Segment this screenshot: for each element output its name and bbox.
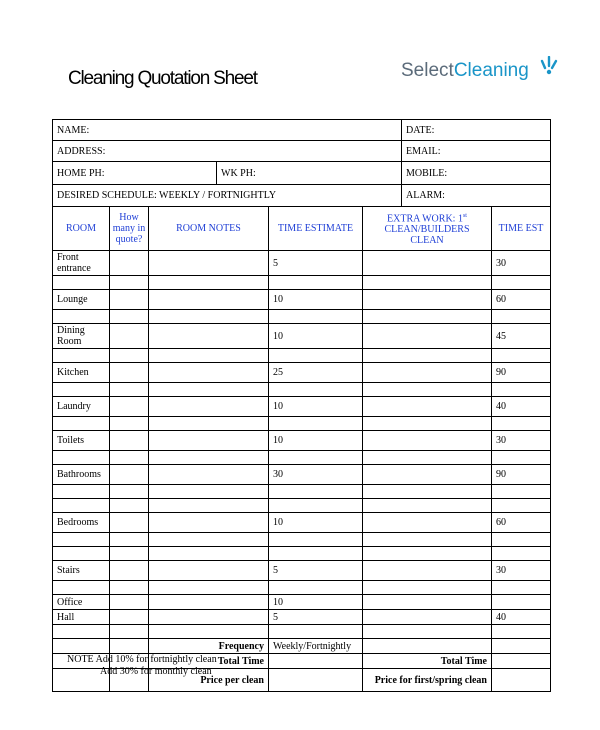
room-notes-cell[interactable] [149,431,269,451]
room-notes-cell[interactable] [149,499,269,513]
extra-work-sup: st [462,212,467,219]
footer-empty [53,639,110,654]
room-cell[interactable]: Office [53,595,110,610]
time-est-cell[interactable]: 30 [492,431,551,451]
logo-text-select: Select [401,60,454,81]
time-est-cell[interactable]: 90 [492,363,551,383]
total-time-label: Total Time [149,654,269,669]
extra-work-cell[interactable] [363,581,492,595]
table-row [53,581,551,595]
table-row [53,561,551,581]
footer-empty [110,639,149,654]
how-many-cell[interactable] [110,595,149,610]
room-notes-cell[interactable] [149,581,269,595]
time-estimate-cell[interactable]: 5 [269,251,363,276]
customer-info-table [52,119,551,207]
how-many-cell[interactable] [110,417,149,431]
note-line-1: NOTE Add 10% for fortnightly clean [67,654,217,665]
time-estimate-cell[interactable] [269,547,363,561]
time-estimate-cell[interactable]: 10 [269,290,363,310]
room-cell[interactable] [53,499,110,513]
time-est-cell[interactable]: 60 [492,290,551,310]
time-est-cell[interactable]: 40 [492,610,551,625]
address-field[interactable]: ADDRESS: [53,141,402,162]
extra-work-cell[interactable] [363,290,492,310]
table-row [53,451,551,465]
table-row [53,485,551,499]
room-cell[interactable] [53,547,110,561]
time-estimate-cell[interactable]: 5 [269,610,363,625]
time-est-cell[interactable] [492,595,551,610]
time-estimate-cell[interactable] [269,276,363,290]
time-est-cell[interactable] [492,625,551,639]
table-row [53,431,551,451]
page-title: Cleaning Quotation Sheet [68,68,257,89]
room-notes-cell[interactable] [149,324,269,349]
room-notes-cell[interactable] [149,513,269,533]
how-many-cell[interactable] [110,290,149,310]
time-estimate-cell[interactable]: 30 [269,465,363,485]
time-estimate-cell[interactable] [269,485,363,499]
room-notes-cell[interactable] [149,363,269,383]
room-notes-cell[interactable] [149,547,269,561]
time-est-cell[interactable] [492,310,551,324]
price-per-clean-value[interactable] [269,669,363,692]
header-how-many: How many in quote? [110,207,149,251]
extra-work-cell[interactable] [363,499,492,513]
room-notes-cell[interactable] [149,276,269,290]
table-row [53,310,551,324]
extra-work-cell[interactable] [363,451,492,465]
time-estimate-cell[interactable] [269,533,363,547]
time-estimate-cell[interactable]: 10 [269,397,363,417]
footer-empty [363,639,492,654]
frequency-label: Frequency [149,639,269,654]
how-many-cell[interactable] [110,561,149,581]
extra-work-line1: EXTRA WORK: 1 [387,213,463,225]
room-cell[interactable]: Hall [53,610,110,625]
how-many-cell[interactable] [110,610,149,625]
total-time-value[interactable] [269,654,363,669]
time-estimate-cell[interactable]: 10 [269,431,363,451]
table-row [53,417,551,431]
total-time-label-extra: Total Time [363,654,492,669]
extra-work-cell[interactable] [363,363,492,383]
price-first-clean-label: Price for first/spring clean [363,669,492,692]
extra-work-cell[interactable] [363,431,492,451]
time-est-cell[interactable] [492,451,551,465]
how-many-cell[interactable] [110,397,149,417]
frequency-value[interactable]: Weekly/Fortnightly [269,639,363,654]
room-quote-table [52,206,551,692]
price-first-clean-value[interactable] [492,669,551,692]
logo-text-cleaning: Cleaning [453,60,529,81]
extra-work-cell[interactable] [363,349,492,363]
room-notes-cell[interactable] [149,397,269,417]
time-estimate-cell[interactable]: 25 [269,363,363,383]
time-est-cell[interactable]: 30 [492,561,551,581]
table-row [53,625,551,639]
table-row [53,397,551,417]
how-many-cell[interactable] [110,581,149,595]
table-row [53,383,551,397]
how-many-cell[interactable] [110,324,149,349]
mobile-field[interactable]: MOBILE: [402,162,551,185]
room-notes-cell[interactable] [149,561,269,581]
extra-work-cell[interactable] [363,533,492,547]
time-estimate-cell[interactable] [269,499,363,513]
time-est-cell[interactable] [492,276,551,290]
room-cell[interactable]: Stairs [53,561,110,581]
extra-work-cell[interactable] [363,417,492,431]
room-notes-cell[interactable] [149,451,269,465]
extra-work-cell[interactable] [363,547,492,561]
time-est-cell[interactable] [492,581,551,595]
table-row [53,363,551,383]
time-est-cell[interactable] [492,499,551,513]
note-line-2: Add 30% for monthly clean [100,666,212,677]
time-estimate-cell[interactable] [269,625,363,639]
how-many-cell[interactable] [110,383,149,397]
room-notes-cell[interactable] [149,383,269,397]
room-notes-cell[interactable] [149,533,269,547]
room-cell[interactable] [53,533,110,547]
table-row [53,349,551,363]
extra-work-cell[interactable] [363,610,492,625]
how-many-cell[interactable] [110,431,149,451]
extra-work-cell[interactable] [363,625,492,639]
pricing-note [67,654,217,678]
table-row [53,547,551,561]
extra-work-cell[interactable] [363,561,492,581]
email-field[interactable]: EMAIL: [402,141,551,162]
how-many-cell[interactable] [110,276,149,290]
how-many-cell[interactable] [110,499,149,513]
time-estimate-cell[interactable] [269,310,363,324]
room-cell[interactable] [53,349,110,363]
table-row [53,276,551,290]
how-many-cell[interactable] [110,465,149,485]
extra-work-cell[interactable] [363,276,492,290]
time-estimate-cell[interactable] [269,417,363,431]
header-room: ROOM [53,207,110,251]
time-estimate-cell[interactable] [269,383,363,397]
how-many-cell[interactable] [110,547,149,561]
room-cell[interactable]: Toilets [53,431,110,451]
extra-work-cell[interactable] [363,324,492,349]
room-cell[interactable] [53,625,110,639]
how-many-cell[interactable] [110,625,149,639]
how-many-cell[interactable] [110,310,149,324]
how-many-cell[interactable] [110,363,149,383]
room-notes-cell[interactable] [149,349,269,363]
room-notes-cell[interactable] [149,610,269,625]
header-room-notes: ROOM NOTES [149,207,269,251]
header-time-estimate: TIME ESTIMATE [269,207,363,251]
time-estimate-cell[interactable] [269,581,363,595]
room-notes-cell[interactable] [149,595,269,610]
header-time-est: TIME EST [492,207,551,251]
room-cell[interactable] [53,276,110,290]
time-est-cell[interactable] [492,417,551,431]
how-many-cell[interactable] [110,533,149,547]
time-est-cell[interactable]: 30 [492,251,551,276]
footer-empty [492,639,551,654]
room-notes-cell[interactable] [149,290,269,310]
time-est-cell[interactable] [492,485,551,499]
extra-work-cell[interactable] [363,383,492,397]
time-estimate-cell[interactable] [269,451,363,465]
room-notes-cell[interactable] [149,625,269,639]
room-cell[interactable] [53,310,110,324]
header-extra-work [363,207,492,251]
how-many-cell[interactable] [110,349,149,363]
extra-work-line2: CLEAN/BUILDERS CLEAN [384,224,470,247]
room-cell[interactable]: Lounge [53,290,110,310]
time-est-cell[interactable]: 90 [492,465,551,485]
table-row [53,513,551,533]
time-estimate-cell[interactable] [269,349,363,363]
table-row [53,465,551,485]
room-notes-cell[interactable] [149,251,269,276]
extra-work-cell[interactable] [363,397,492,417]
date-field[interactable]: DATE: [402,120,551,141]
how-many-cell[interactable] [110,485,149,499]
how-many-cell[interactable] [110,451,149,465]
extra-work-cell[interactable] [363,310,492,324]
how-many-cell[interactable] [110,251,149,276]
time-est-cell[interactable]: 40 [492,397,551,417]
extra-work-cell[interactable] [363,595,492,610]
extra-work-cell[interactable] [363,465,492,485]
brand-logo [401,60,529,82]
room-notes-cell[interactable] [149,485,269,499]
table-row [53,251,551,276]
room-cell[interactable] [53,383,110,397]
time-estimate-cell[interactable]: 10 [269,324,363,349]
time-est-cell[interactable]: 60 [492,513,551,533]
room-cell[interactable]: Bedrooms [53,513,110,533]
time-est-cell[interactable] [492,383,551,397]
time-est-cell[interactable] [492,533,551,547]
extra-work-cell[interactable] [363,251,492,276]
room-notes-cell[interactable] [149,465,269,485]
name-field[interactable]: NAME: [53,120,402,141]
time-estimate-cell[interactable]: 10 [269,513,363,533]
room-cell[interactable] [53,417,110,431]
total-time-extra-value[interactable] [492,654,551,669]
work-phone-field[interactable]: WK PH: [217,162,402,185]
room-cell[interactable]: Front entrance [53,251,110,276]
time-estimate-cell[interactable]: 10 [269,595,363,610]
time-est-cell[interactable]: 45 [492,324,551,349]
room-cell[interactable] [53,581,110,595]
price-per-clean-label: Price per clean [149,669,269,692]
room-notes-cell[interactable] [149,310,269,324]
room-cell[interactable] [53,451,110,465]
table-row [53,499,551,513]
alarm-field[interactable]: ALARM: [402,185,551,207]
how-many-cell[interactable] [110,513,149,533]
room-rows [53,251,551,639]
room-cell[interactable] [53,485,110,499]
time-estimate-cell[interactable]: 5 [269,561,363,581]
extra-work-cell[interactable] [363,513,492,533]
table-row [53,533,551,547]
table-row [53,610,551,625]
table-row [53,290,551,310]
table-row [53,324,551,349]
schedule-field[interactable]: DESIRED SCHEDULE: WEEKLY / FORTNIGHTLY [53,185,402,207]
home-phone-field[interactable]: HOME PH: [53,162,217,185]
extra-work-cell[interactable] [363,485,492,499]
table-row [53,595,551,610]
sparkle-icon [539,56,559,78]
time-est-cell[interactable] [492,349,551,363]
room-cell[interactable]: Bathrooms [53,465,110,485]
room-cell[interactable]: Laundry [53,397,110,417]
room-cell[interactable]: Kitchen [53,363,110,383]
room-cell[interactable]: Dining Room [53,324,110,349]
room-notes-cell[interactable] [149,417,269,431]
time-est-cell[interactable] [492,547,551,561]
